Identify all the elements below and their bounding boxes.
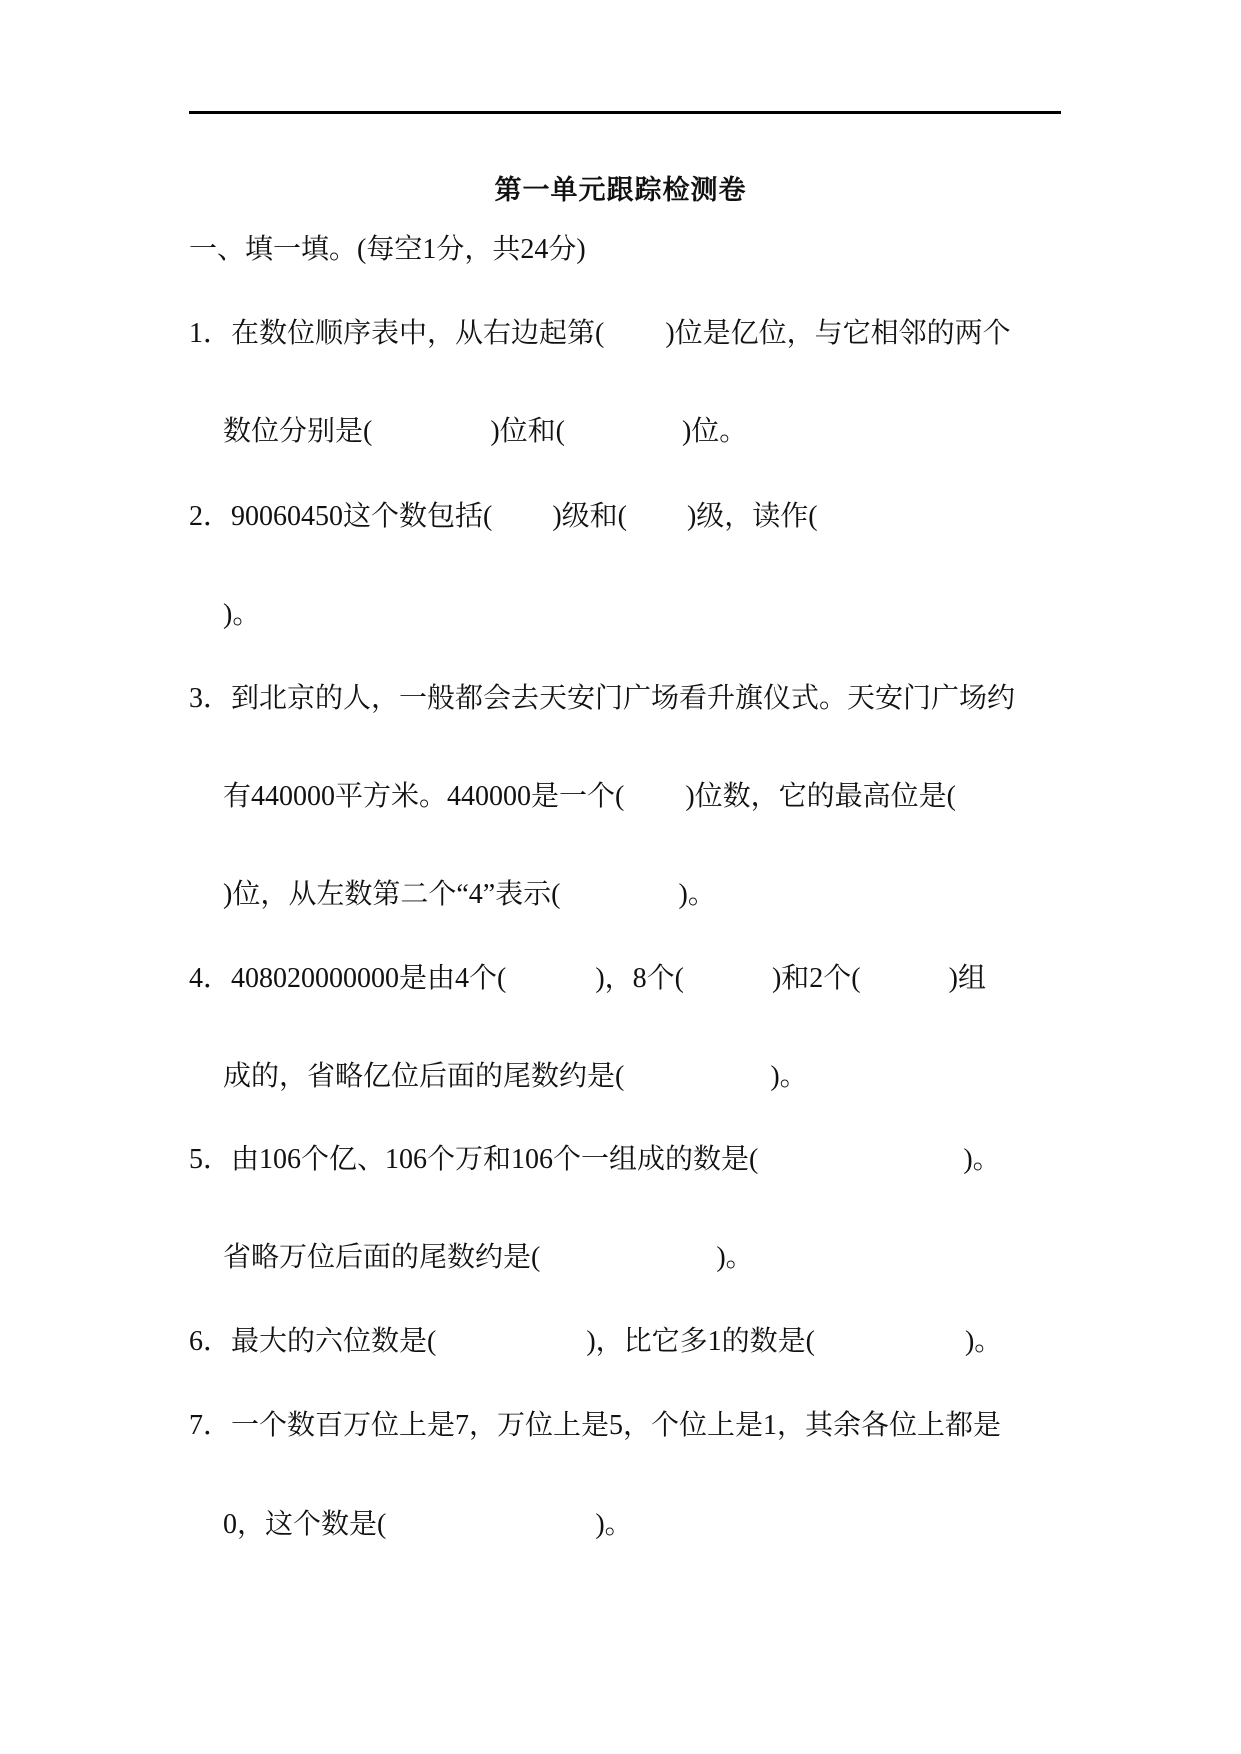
question-text: 0，这个数是( xyxy=(223,1509,387,1540)
question-2-line xyxy=(189,500,818,534)
question-5-line xyxy=(223,1241,754,1275)
question-6-line xyxy=(189,1325,1002,1359)
question-text: )。 xyxy=(716,1242,754,1273)
question-text: )和2个( xyxy=(771,963,861,994)
question-text: 有440000平方米。440000是一个( xyxy=(223,781,625,812)
question-text: )级和( xyxy=(552,501,627,532)
question-text: 5．由106个亿、106个万和106个一组成的数是( xyxy=(189,1144,759,1175)
question-3-line xyxy=(189,682,1015,716)
question-3-line xyxy=(223,878,716,912)
question-text: )位，从左数第二个“4”表示( xyxy=(223,879,561,910)
question-5-line xyxy=(189,1143,1001,1177)
question-text: 1．在数位顺序表中，从右边起第( xyxy=(189,318,605,349)
question-text: )。 xyxy=(678,879,716,910)
page-title: 第一单元跟踪检测卷 xyxy=(494,175,747,205)
question-text: 6．最大的六位数是( xyxy=(189,1326,437,1357)
question-text: )组 xyxy=(948,963,986,994)
question-text: )位数，它的最高位是( xyxy=(685,781,956,812)
question-text: )级，读作( xyxy=(686,501,818,532)
question-4-line xyxy=(189,962,986,996)
question-text: 2．90060450这个数包括( xyxy=(189,501,493,532)
question-text: )位和( xyxy=(490,416,565,447)
question-text: 省略万位后面的尾数约是( xyxy=(223,1242,541,1273)
question-text: )。 xyxy=(963,1144,1001,1175)
question-1-line xyxy=(223,415,747,449)
question-text: 3．到北京的人，一般都会去天安门广场看升旗仪式。天安门广场约 xyxy=(189,683,1016,714)
section-heading: 一、填一填。(每空1分，共24分) xyxy=(189,234,586,265)
question-7-line xyxy=(189,1409,1001,1443)
question-4-line xyxy=(223,1060,808,1094)
question-text: )，比它多1的数是( xyxy=(586,1326,815,1357)
question-text: )。 xyxy=(964,1326,1003,1357)
question-text: 数位分别是( xyxy=(223,416,373,447)
question-1-line xyxy=(189,317,1011,351)
question-text: )位。 xyxy=(681,416,748,447)
question-text: )。 xyxy=(770,1061,808,1092)
question-3-line xyxy=(223,780,956,814)
question-text: )。 xyxy=(223,599,261,630)
question-7-line xyxy=(223,1508,633,1542)
question-text: )，8个( xyxy=(595,963,684,994)
question-text: 成的，省略亿位后面的尾数约是( xyxy=(223,1061,625,1092)
question-text: )。 xyxy=(595,1509,633,1540)
header-rule xyxy=(189,111,1061,114)
question-text: )位是亿位，与它相邻的两个 xyxy=(665,318,1011,349)
question-text: 7．一个数百万位上是7，万位上是5，个位上是1，其余各位上都是 xyxy=(189,1410,1002,1441)
question-text: 4．408020000000是由4个( xyxy=(189,963,507,994)
question-2-line xyxy=(223,598,260,632)
